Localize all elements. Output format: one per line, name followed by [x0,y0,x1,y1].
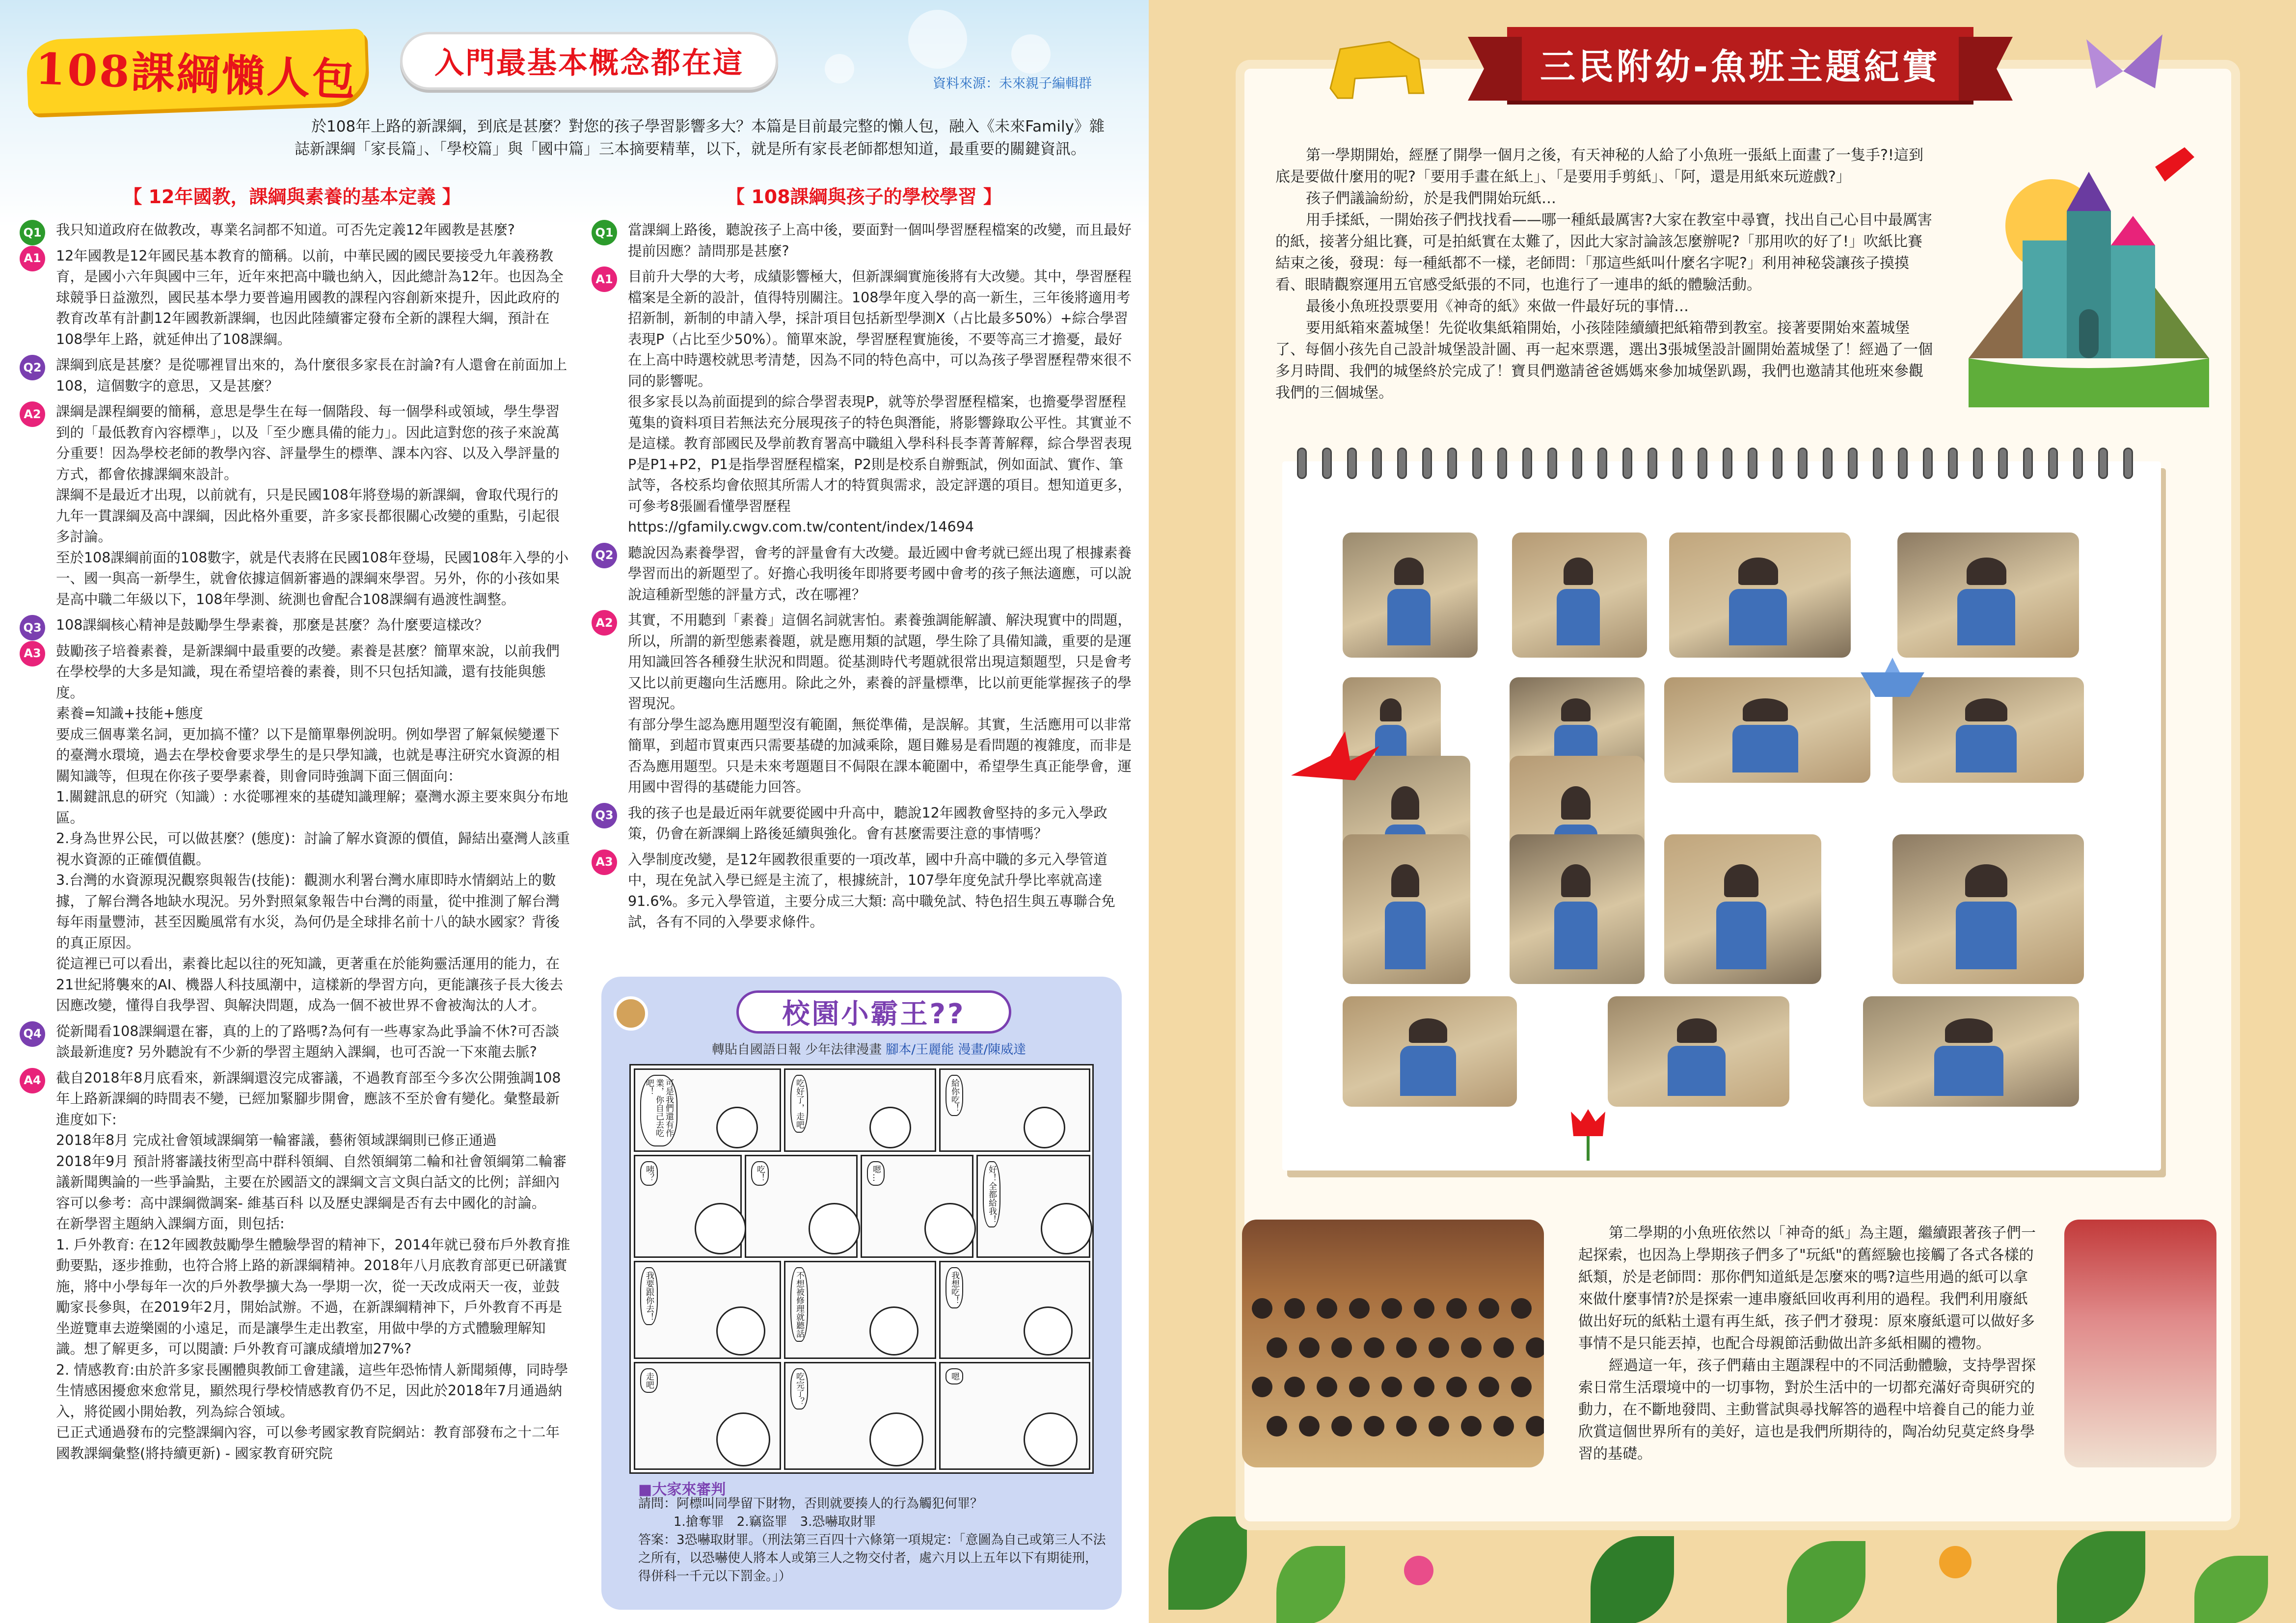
answer-block [20,1068,572,1464]
child-figure [1743,698,1788,721]
speech-bubble: 咦？ [640,1161,658,1186]
binder-ring [1372,448,1382,479]
speech-bubble: 吃！ [751,1161,769,1186]
binder-ring [1447,448,1457,479]
binder-ring [1322,448,1332,479]
comic-character [869,1107,911,1148]
castle-illustration [1969,147,2209,407]
child-figure [1526,1337,1544,1358]
leaf-decor [2057,1531,2145,1623]
classroom-photo [1669,532,1851,658]
decor-bubble [825,54,854,83]
leaf-decor [1168,1517,1247,1610]
binder-ring [1948,448,1958,479]
binder-ring [1422,448,1432,479]
binder-ring [1998,448,2008,479]
classroom-photo [1897,532,2079,658]
comic-question-text: 請問：阿標叫同學留下財物，否則就要揍人的行為觸犯何罪？ [638,1496,983,1511]
speech-bubble: 嗯… [867,1161,885,1186]
question-badge: Q1 [592,220,617,245]
child-figure [1738,558,1778,585]
binder-ring [1547,448,1557,479]
child-figure [1349,1298,1370,1319]
comic-character [1041,1203,1092,1254]
child-figure [1284,1298,1305,1319]
answer-badge: A2 [592,610,617,636]
binder-ring [2023,448,2033,479]
answer-badge: A1 [592,266,617,292]
binder-ring [1472,448,1482,479]
classroom-photo [1892,834,2084,984]
child-figure [1317,1298,1337,1319]
question-text: 我的孩子也是最近兩年就要從國中升高中，聽說12年國教會堅持的多元入學政策，仍會在新課綱上路後延續與強化。會有甚麼需要注意的事情嗎？ [628,804,1107,842]
comic-panel [634,1068,781,1152]
answer-badge: A1 [20,246,45,271]
question-block [20,615,572,636]
child-figure [1299,1337,1320,1358]
question-text: 108課綱核心精神是鼓勵學生學素養，那麼是甚麼？為什麼要這樣改？ [56,617,488,633]
story-paragraph: 用手揉紙，一開始孩子們找找看——哪一種紙最厲害?大家在教室中尋寶，找出自己心目中最厲害的紙，接著分組比賽，可是拍紙實在太難了，因此大家討論該怎麼辦呢?「那用吹的好了!」吹紙比賽結束之後，發現：每一種紙都不一樣，老師問：「那這些紙叫什麼名字呢?」利用神秘袋讓孩子摸摸看、眼睛觀察運用五官感受紙張的不同，也進行了一連串的紙的體驗活動。 [1275,212,1932,293]
answer-text: 其實，不用聽到「素養」這個名詞就害怕。素養強調能解讀、解決現實中的問題，所以，所謂的新型態素養題，就是應用類的試題，學生除了具備知識，重要的是運用知識回答各種發生狀況和問題。從基測時代考題就很常出現這類題型，只是會考又比以前更趨向生活應用。除此之外，素養的評量標準，比以前更能掌握孩子的學習現況。 有部分學生認為應用題型沒有範圍，無從準備，是誤解。其實，生活應用可以非常簡單，到超市買東西只需要基礎的加減乘除，題目難易是看問題的複雜度，而非是否為應用題型。只是未來考題題目不侷限在課本範圍中，希望學生真正能學會，運用國中習得的基礎能力回答。 [628,612,1132,795]
comic-character [1024,1306,1073,1356]
banner-title: 108課綱懶人包 [34,43,358,106]
child-figure [1732,725,1798,772]
classroom-photo [1343,996,1517,1107]
comic-character [695,1203,746,1254]
binder-ring [1597,448,1607,479]
classroom-photo [1512,532,1647,658]
comic-panel [939,1068,1090,1152]
speech-bubble: 我要跟你去！ [640,1267,658,1325]
child-figure [1446,1298,1467,1319]
answer-text: 目前升大學的大考，成績影響極大，但新課綱實施後將有大改變。其中，學習歷程檔案是全新的設計，值得特別關注。108學年度入學的高一新生，三年後將適用考招新制，新制的申請入學，採計項目包括新型學測X（占比最多50%）+綜合學習表現P（占比至少50%）。簡單來說，學習歷程實施後，不要等高三才擔憂，最好在上高中時選校就思考清楚，因為不同的特色高中，可以為孩子學習歷程帶來很不同的影響呢。 很多家長以為前面提到的綜合學習表現P，就等於學習歷程檔案，也擔憂學習歷程蒐集的資料項目若無法充分展現孩子的特色與潛能，將影響錄取公平性。其實並不是這樣。教育部國民及學前教育署高中職組入學科科長李菁菁解釋，綜合學習表現P是P1+P2，P1是指學習歷程檔案，P2則是校系自辦甄試，例如面試、實作、筆試等，各校系均會依照其所需人才的特質與需求，設定評選的項目。想知道更多，可參考8張圖看懂學習歷程 https://gfamily.cwgv.com.tw/content/index/14694 [628,268,1132,535]
child-figure [1446,1377,1467,1397]
child-figure [1965,864,2007,897]
answer-text: 截自2018年8月底看來，新課綱還沒完成審議，不過教育部至今多次公開強調108年上路新課綱的時間表不變，已經加緊腳步開會，應該不至於會有變化。彙整最新進度如下: 2018年8月 完成社會領域課綱第一輪審議，藝術領域課綱則已修正通過 2018年9月 預計將審議技術型高中群科領綱、自然領綱第二輪和社會領綱第二輪審議新聞輿論的一些爭論點，主要在於國語文的課綱文言文與白話文的比例；詳細內容可以參考：高中課綱微調案- 維基百科 以及歷史課綱是否有去中國化的討論。 在新學習主題納入課綱方面，則包括: 1. 戶外教育: 在12年國教鼓勵學生體驗學習的精神下，2014年就已發布戶外教育推動要點，逐步推動，也符合將上路的新課綱精神。2018年八月底教育部更已研議實施，將中小學每年一次的戶外教學擴大為一學期一次，從一天改成兩天一夜，並鼓勵家長參與，在2019年2月，開始試辦。不過，在新課綱精神下，戶外教育不再是坐遊覽車去遊樂園的小遠足，而是讓學生走出教室，用做中學的方式體驗理解知識。想了解更多，可以閱讀: 戶外教育可讓成績增加27%? 2. 情感教育:由於許多家長團體與教師工會建議，這些年恐怖情人新聞頻傳，同時學生情感困擾愈來愈常見，顯然現行學校情感教育仍不足，因此於2018年7月通過納入，將從國小開始教，列為綜合領域。 已正式通過發布的完整課綱內容，可以參考國家教育院網站：教育部發布之十二年國教課綱彙整(將持續更新) - 國家教育研究院 [56,1069,570,1462]
child-figure [1284,1377,1305,1397]
binder-ring [1723,448,1732,479]
comic-panel [745,1155,858,1258]
child-figure [1381,1377,1402,1397]
answer-block [20,641,572,1016]
question-block [20,355,572,397]
story-paragraph: 最後小魚班投票要用《神奇的紙》來做一件最好玩的事情… [1306,298,1689,315]
child-figure [1957,589,2015,645]
child-figure [1945,1018,1993,1043]
answer-badge: A3 [20,641,45,666]
comic-panel [861,1155,973,1258]
question-badge: Q2 [592,543,617,568]
child-figure [1479,1298,1499,1319]
question-text: 課綱到底是甚麼？是從哪裡冒出來的，為什麼很多家長在討論?有人還會在前面加上108，這個數字的意思，又是甚麼？ [56,357,567,394]
comic-tag-icon [614,996,648,1031]
speech-bubble: 吃完了？ [790,1368,808,1410]
comic-panel [939,1261,1090,1359]
speech-bubble: 我想吃！ [945,1267,963,1308]
answer-badge: A2 [20,401,45,427]
child-figure [1479,1377,1499,1397]
classroom-photo [1664,834,1821,984]
binder-ring [2123,448,2133,479]
right-title: 三民附幼-魚班主題紀實 [1540,46,1941,87]
question-text: 從新聞看108課綱還在審，真的上的了路嗎?為何有一些專家為此爭論不休?可否談談最新進度? 另外聽說有不少新的學習主題納入課綱，也可否說一下來龍去脈? [56,1023,560,1060]
comic-panel [784,1068,936,1152]
classroom-photo [1343,834,1470,984]
child-figure [1716,902,1766,969]
comic-character [1024,1412,1078,1466]
comic-character [1024,1107,1065,1148]
comic-character [716,1107,758,1148]
binder-ring [1973,448,1983,479]
comic-panel [634,1362,781,1470]
comic-character [809,1203,860,1254]
child-figure [1414,1298,1434,1319]
speech-bubble: 不想被修理就聽話 [790,1267,808,1342]
speech-bubble: 給你吃！ [945,1075,963,1116]
paper-crane-icon [1286,726,1384,795]
binder-ring [1798,448,1808,479]
subtitle-pill: 入門最基本概念都在這 [400,32,778,90]
child-figure [1252,1377,1272,1397]
decor-bubble [908,10,967,69]
binder-ring [1522,448,1532,479]
binder-ring [1773,448,1783,479]
class-group-photo [1242,1220,1544,1467]
comic-panel [784,1362,936,1470]
child-figure [1677,1018,1717,1043]
binder-ring [1397,448,1407,479]
binder-ring [1297,448,1307,479]
comic-panel [976,1155,1090,1258]
decor-bubble [1011,34,1051,74]
comic-character [716,1412,770,1466]
source-credit: 資料來源：未來親子編輯群 [933,76,1092,91]
child-figure [1934,1046,2003,1095]
classroom-photo [1863,996,2079,1107]
child-figure [1380,698,1402,721]
comic-writer: 腳本/王麗能 [886,1042,954,1057]
answer-block [20,246,572,350]
classroom-photo [1343,532,1478,658]
comic-credit [628,1039,1109,1058]
child-figure [1331,1337,1352,1358]
second-term-story [1578,1222,2040,1465]
child-figure [1729,589,1787,645]
story-paragraph: 第二學期的小魚班依然以「神奇的紙」為主題，繼續跟著孩子們一起探索，也因為上學期孩子們多了"玩紙"的舊經驗也接觸了各式各樣的紙類，於是老師問：那你們知道紙是怎麼來的嗎?這些用過的紙可以拿來做什麼事情?於是探索一連串廢紙回收再利用的過程。我們利用廢紙做出好玩的紙粘土還有再生紙，孩子們才發現：原來廢紙還可以做好多事情不是只能丟掉，也配合母親節活動做出許多紙相關的禮物。 [1578,1224,2036,1352]
child-figure [1387,589,1431,645]
child-figure [1364,1337,1384,1358]
child-figure [1391,864,1419,897]
comic-character [716,1306,765,1356]
comic-source: 轉貼自國語日報 少年法律漫畫 [711,1042,882,1057]
intro-paragraph: 於108年上路的新課綱，到底是甚麼？對您的孩子學習影響多大？本篇是目前最完整的懶人包，融入《未來Family》雜誌新課綱「家長篇」、「學校篇」與「國中篇」三本摘要精華，以下，就是所有家長老師都想知道，最重要的關鍵資訊。 [295,118,1105,158]
child-figure [1381,1298,1402,1319]
binder-ring [1622,448,1632,479]
question-badge: Q2 [20,355,45,380]
answer-text: 鼓勵孩子培養素養，是新課綱中最重要的改變。素養是甚麼？簡單來說，以前我們在學校學的大多是知識，現在希望培養的素養，則不只包括知識，還有技能與態度。 素養=知識+技能+態度 要成三個專業名詞，更加搞不懂？以下是簡單舉例說明。例如學習了解氣候變遷下的臺灣水環境，過去在學校會要求學生的是只學知識，也就是專注研究水資源的相關知識等，但現在你孩子要學素養，則會同時強調下面三個面向： 1.關鍵訊息的研究（知識）: 水從哪裡來的基礎知識理解；臺灣水源主要來與分布地區。 2.身為世界公民，可以做甚麼？(態度)：討論了解水資源的價值，歸結出臺灣人該重視水資源的正確價值觀。 3.台灣的水資源現況觀察與報告(技能)：觀測水利署台灣水庫即時水情網站上的數據，了解台灣各地缺水現況。另外對照氣象報告中台灣的雨量，從中推測了解台灣每年雨量豐沛，甚至因颱風常有水災，為何仍是全球排名前十八的缺水國家？背後的真正原因。 從這裡已可以看出，素養比起以往的死知識，更著重在於能夠靈活運用的能力，在21世紀將襲來的AI、機器人科技風潮中，這樣新的學習方向，更能讓孩子長大後去因應改變，懂得自我學習、與解決問題，成為一個不被世界不會被淘汰的人才。 [56,642,570,1013]
comic-question-heading: ■大家來審判 [638,1481,726,1498]
child-figure [1557,589,1600,645]
child-figure [1396,1416,1417,1437]
paper-boat-icon [1861,658,1924,702]
comic-options: 1.搶奪罪 2.竊盜罪 3.恐嚇取財罪 [674,1515,876,1529]
child-figure [1400,1046,1456,1095]
question-badge: Q4 [20,1021,45,1047]
question-block [20,220,572,241]
child-figure [1331,1416,1352,1437]
speech-bubble: 走吧 [640,1368,658,1393]
child-figure [1461,1416,1482,1437]
binder-ring [1347,448,1357,479]
child-figure [1493,1337,1514,1358]
leaf-decor [1276,1546,1345,1623]
question-badge: Q3 [20,615,45,640]
child-figure [1561,698,1591,721]
intro-story [1275,145,1936,404]
question-badge: Q1 [20,220,45,245]
child-figure [1956,902,2017,969]
speech-bubble: 吃好了，走吧 [790,1075,808,1133]
answer-badge: A3 [592,850,617,875]
column-1 [20,220,572,1469]
child-figure [1724,864,1758,897]
answer-block [20,401,572,610]
child-figure [1299,1416,1320,1437]
child-figure [1385,902,1426,969]
binder-ring [1497,448,1507,479]
question-text: 我只知道政府在做教改，專業名詞都不知道。可否先定義12年國教是甚麼? [56,222,515,238]
comic-panel [634,1155,742,1258]
col1-heading: 【 12年國教，課綱與素養的基本定義 】 [123,186,461,208]
question-block [592,543,1134,606]
story-paragraph: 要用紙箱來蓋城堡！先從收集紙箱開始，小孩陸陸續續把紙箱帶到教室。接著要開始來蓋城堡了、每個小孩先自己設計城堡設計圖、再一起來票選，選出3張城堡設計圖開始蓋城堡了！經過了一個多月時間、我們的城堡終於完成了！寶貝們邀請爸爸媽媽來參加城堡趴踢，我們也邀請其他班來參觀我們的三個城堡。 [1275,319,1933,401]
binder-ring [1673,448,1682,479]
child-figure [1668,1046,1726,1095]
answer-block [592,610,1134,798]
binder-ring [1823,448,1833,479]
child-figure [1956,725,2017,772]
question-text: 聽說因為素養學習，會考的評量會有大改變。最近國中會考就已經出現了根據素養學習而出的新題型了。好擔心我明後年即將要考國中會考的孩子無法適應，可以說說這種新型態的評量方式，改在哪裡？ [628,544,1132,603]
comic-strip [629,1064,1094,1474]
comic-character [869,1412,923,1466]
leaf-decor [1787,1541,1865,1623]
comic-panel [784,1261,936,1359]
answer-block [592,850,1134,933]
comic-character [869,1306,918,1356]
child-figure [1349,1377,1370,1397]
leaf-decor [1591,1536,1674,1623]
child-figure [1317,1377,1337,1397]
butterfly-icon [2077,29,2170,113]
question-block [20,1021,572,1063]
child-figure [1564,558,1594,585]
flower-decor [1404,1556,1433,1585]
child-figure [1967,558,2006,585]
comic-artist: 漫畫/陳威達 [958,1042,1026,1057]
column-2 [592,220,1134,938]
child-figure [1414,1377,1434,1397]
binder-ring [1648,448,1657,479]
elephant-icon [1321,29,1433,113]
binder-ring [2098,448,2108,479]
binder-ring [1748,448,1757,479]
story-paragraph: 孩子們議論紛紛，於是我們開始玩紙… [1306,190,1556,207]
child-figure [1364,1416,1384,1437]
child-figure [1511,1377,1532,1397]
child-figure [1511,1298,1532,1319]
answer-text: 課綱是課程綱要的簡稱，意思是學生在每一個階段、每一個學科或領域，學生學習到的「最低教育內容標準」，以及「至少應具備的能力」。因此這對您的孩子來說萬分重要！因為學校老師的教學內容、評量學生的標準、課本內容、以及入學評量的方式，都會依據課綱來設計。 課綱不是最近才出現，以前就有，只是民國108年將登場的新課綱，會取代現行的九年一貫課綱及高中課綱，因此格外重要，許多家長都很關心改變的重點，引起很多討論。 至於108課綱前面的108數字，就是代表將在民國108年登場，民國108年入學的小一、國一與高一新學生，就會依據這個新審過的課綱來學習。另外，你的小孩如果是高中職二年級以下，108年學測、統測也會配合108課綱有過渡性調整。 [56,403,569,608]
comic-question [638,1495,1109,1586]
classroom-photo [1608,996,1789,1107]
story-paragraph: 經過這一年，孩子們藉由主題課程中的不同活動體驗，支持學習探索日常生活環境中的一切事物，對於生活中的一切都充滿好奇與研究的動力，在不斷地發問、主動嘗試與尋找解答的過程中培養自己的能力並欣賞這個世界所有的美好，這也是我們所期待的，陶冶幼兒莫定終身學習的基礎。 [1578,1357,2036,1463]
question-text: 當課綱上路後，聽說孩子上高中後，要面對一個叫學習歷程檔案的改變，而且最好提前因應？請問那是甚麼? [628,222,1132,259]
child-figure [1561,864,1591,897]
speech-bubble: 好！全都給我！ [983,1161,1000,1227]
answer-text: 12年國教是12年國民基本教育的簡稱。以前，中華民國的國民要接受九年義務教育，是國小六年與國中三年，近年來把高中職也納入，因此總計為12年。也因為全球競爭日益激烈，國民基本學力要普遍用國教的課程內容創新來提升，因此政府的教育改革有計劃12年國教新課綱，也因此陸續審定發布全新的課程大綱，預計在108學年上路，就延伸出了108課綱。 [56,247,564,347]
child-figure [1429,1337,1449,1358]
tulip-icon [1566,1107,1610,1161]
binder-ring [2073,448,2083,479]
child-figure [1409,1018,1447,1043]
binder-ring [1572,448,1582,479]
child-figure [1493,1416,1514,1437]
classroom-photo [1664,677,1870,783]
flower-decor [1939,1546,1972,1578]
answer-block [592,266,1134,538]
binder-ring [1923,448,1933,479]
question-block [592,803,1134,845]
child-figure [1396,1337,1417,1358]
comic-panel [939,1362,1090,1470]
child-figure [1965,698,2007,721]
binder-ring [1898,448,1908,479]
binder-ring [1698,448,1707,479]
comic-character [924,1203,976,1254]
comic-title: 校園小霸王?? [736,990,1011,1034]
child-figure [1554,902,1597,969]
question-block [592,220,1134,262]
banner-title-wrap [27,34,366,108]
leaf-decor [2194,1556,2268,1623]
child-figure [1429,1416,1449,1437]
child-figure [1461,1337,1482,1358]
child-figure [1561,786,1591,820]
child-figure [1391,786,1419,820]
comic-panel [634,1261,781,1359]
child-figure [1267,1337,1287,1358]
classroom-photo [1510,834,1645,984]
story-paragraph: 第一學期開始，經歷了開學一個月之後，有天神秘的人給了小魚班一張紙上面畫了一隻手?!這到底是要做什麼用的呢?「要用手畫在紙上」、「是要用手剪紙」、「阿，還是用紙來玩遊戲?」 [1275,147,1923,186]
answer-text: 入學制度改變，是12年國教很重要的一項改革，國中升高中職的多元入學管道中，現在免試入學已經是主流了，根據統計，107學年度免試升學比率就高達91.6%。多元入學管道，主要分成三大類: 高中職免試、特色招生與五專聯合免試，各有不同的入學要求條件。 [628,851,1115,930]
binder-ring [1848,448,1858,479]
speech-bubble: 嗯 [945,1368,963,1384]
answer-badge: A4 [20,1068,45,1093]
col2-heading: 【 108課綱與孩子的學校學習 】 [726,186,1002,208]
child-figure [1394,558,1424,585]
child-figure [1267,1416,1287,1437]
question-badge: Q3 [592,803,617,828]
binder-ring [2048,448,2058,479]
paper-activity-photo [2064,1220,2216,1467]
child-figure [1526,1416,1544,1437]
child-figure [1252,1298,1272,1319]
binder-ring [1873,448,1883,479]
comic-answer: 答案：3恐嚇取財罪。（刑法第三百四十六條第一項規定：「意圖為自己或第三人不法之所有，以恐嚇使人將本人或第三人之物交付者，處六月以上五年以下有期徒刑，得併科一千元以下罰金。」） [638,1533,1106,1584]
speech-bubble: 可是我們還有作業，你自己去吃吧！ [640,1075,677,1146]
